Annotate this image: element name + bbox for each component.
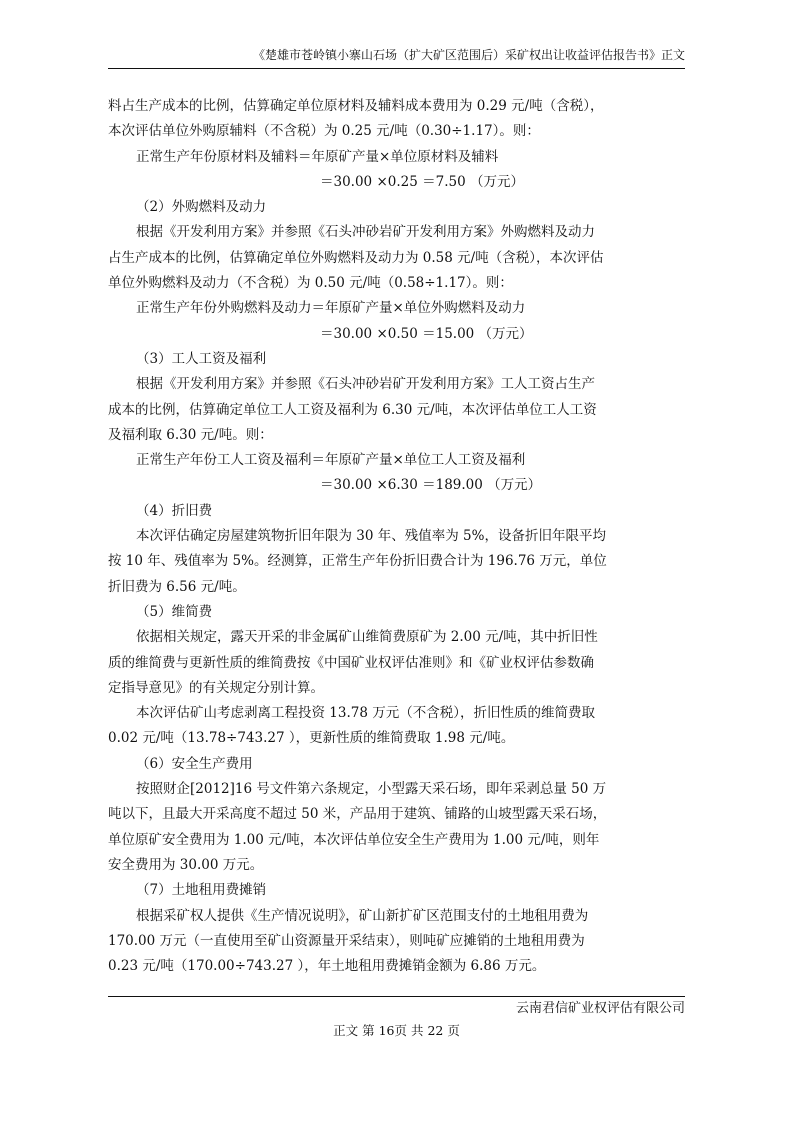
- text-line: 根据采矿权人提供《生产情况说明》，矿山新扩矿区范围支付的土地租用费为: [136, 907, 589, 924]
- text-line: 料占生产成本的比例，估算确定单位原材料及辅料成本费用为 0.29 元/吨（含税），: [108, 98, 604, 114]
- text-line: （3）工人工资及福利: [136, 350, 267, 367]
- text-line: 占生产成本的比例，估算确定单位外购燃料及动力为 0.58 元/吨（含税），本次评估: [108, 249, 604, 266]
- text-line: 根据《开发利用方案》并参照《石头冲砂岩矿开发利用方案》工人工资占生产: [136, 376, 595, 393]
- text-line: 安全费用为 30.00 万元。: [108, 856, 264, 873]
- page-number: 正文 第 16页 共 22 页: [333, 1023, 460, 1038]
- text-line: 170.00 万元（一直使用至矿山资源量开采结束），则吨矿应摊销的土地租用费为: [108, 932, 585, 949]
- body-text: [108, 94, 685, 979]
- text-line: 0.02 元/吨（13.78÷743.27 ），更新性质的维简费取 1.98 元/吨。: [108, 730, 515, 747]
- header-divider: [108, 68, 685, 69]
- text-line: （4）折旧费: [136, 502, 213, 519]
- text-line: 本次评估矿山考虑剥离工程投资 13.78 万元（不含税），折旧性质的维简费取: [136, 705, 595, 722]
- text-line: 本次评估确定房屋建筑物折旧年限为 30 年、残值率为 5%，设备折旧年限平均: [136, 528, 606, 545]
- text-line: 依据相关规定，露天开采的非金属矿山维简费原矿为 2.00 元/吨，其中折旧性: [136, 629, 598, 646]
- text-line: 质的维简费与更新性质的维简费按《中国矿业权评估准则》和《矿业权评估参数确: [108, 654, 594, 671]
- text-line: ＝30.00 ×0.25 ＝7.50 （万元）: [320, 173, 524, 190]
- text-line: 折旧费为 6.56 元/吨。: [108, 578, 246, 595]
- text-line: 按 10 年、残值率为 5%。经测算，正常生产年份折旧费合计为 196.76 万元，单位: [108, 553, 607, 570]
- company-name: 云南君信矿业权评估有限公司: [515, 1001, 685, 1016]
- text-line: （2）外购燃料及动力: [136, 199, 267, 216]
- text-line: 根据《开发利用方案》并参照《石头冲砂岩矿开发利用方案》外购燃料及动力: [136, 224, 595, 241]
- text-line: （6）安全生产费用: [136, 755, 253, 772]
- text-line: ＝30.00 ×6.30 ＝189.00 （万元）: [320, 477, 542, 494]
- text-line: （5）维简费: [136, 603, 213, 620]
- text-line: （7）土地租用费摊销: [136, 882, 267, 899]
- running-header: 《楚雄市苍岭镇小寨山石场（扩大矿区范围后）采矿权出让收益评估报告书》正文: [252, 48, 685, 62]
- text-line: ＝30.00 ×0.50 ＝15.00 （万元）: [320, 325, 533, 342]
- text-line: 吨以下，且最大开采高度不超过 50 米，产品用于建筑、铺路的山坡型露天采石场，: [108, 806, 607, 823]
- footer-divider: [108, 996, 685, 997]
- text-line: 单位外购燃料及动力（不含税）为 0.50 元/吨（0.58÷1.17）。则：: [108, 275, 513, 292]
- text-line: 单位原矿安全费用为 1.00 元/吨，本次评估单位安全生产费用为 1.00 元/吨，则年: [108, 831, 600, 848]
- text-line: 及福利取 6.30 元/吨。则：: [108, 426, 273, 443]
- text-line: 正常生产年份原材料及辅料＝年原矿产量×单位原材料及辅料: [136, 148, 499, 165]
- text-line: 成本的比例，估算确定单位工人工资及福利为 6.30 元/吨，本次评估单位工人工资: [108, 401, 597, 418]
- text-line: 正常生产年份外购燃料及动力＝年原矿产量×单位外购燃料及动力: [136, 300, 526, 317]
- text-line: 正常生产年份工人工资及福利＝年原矿产量×单位工人工资及福利: [136, 452, 526, 469]
- text-line: 本次评估单位外购原辅料（不含税）为 0.25 元/吨（0.30÷1.17）。则：: [108, 123, 540, 140]
- text-line: 0.23 元/吨（170.00÷743.27 ），年土地租用费摊销金额为 6.86 万元。: [108, 958, 546, 975]
- text-line: 按照财企[2012]16 号文件第六条规定，小型露天采石场，即年采剥总量 50 万: [136, 781, 607, 798]
- text-line: 定指导意见》的有关规定分别计算。: [108, 679, 324, 696]
